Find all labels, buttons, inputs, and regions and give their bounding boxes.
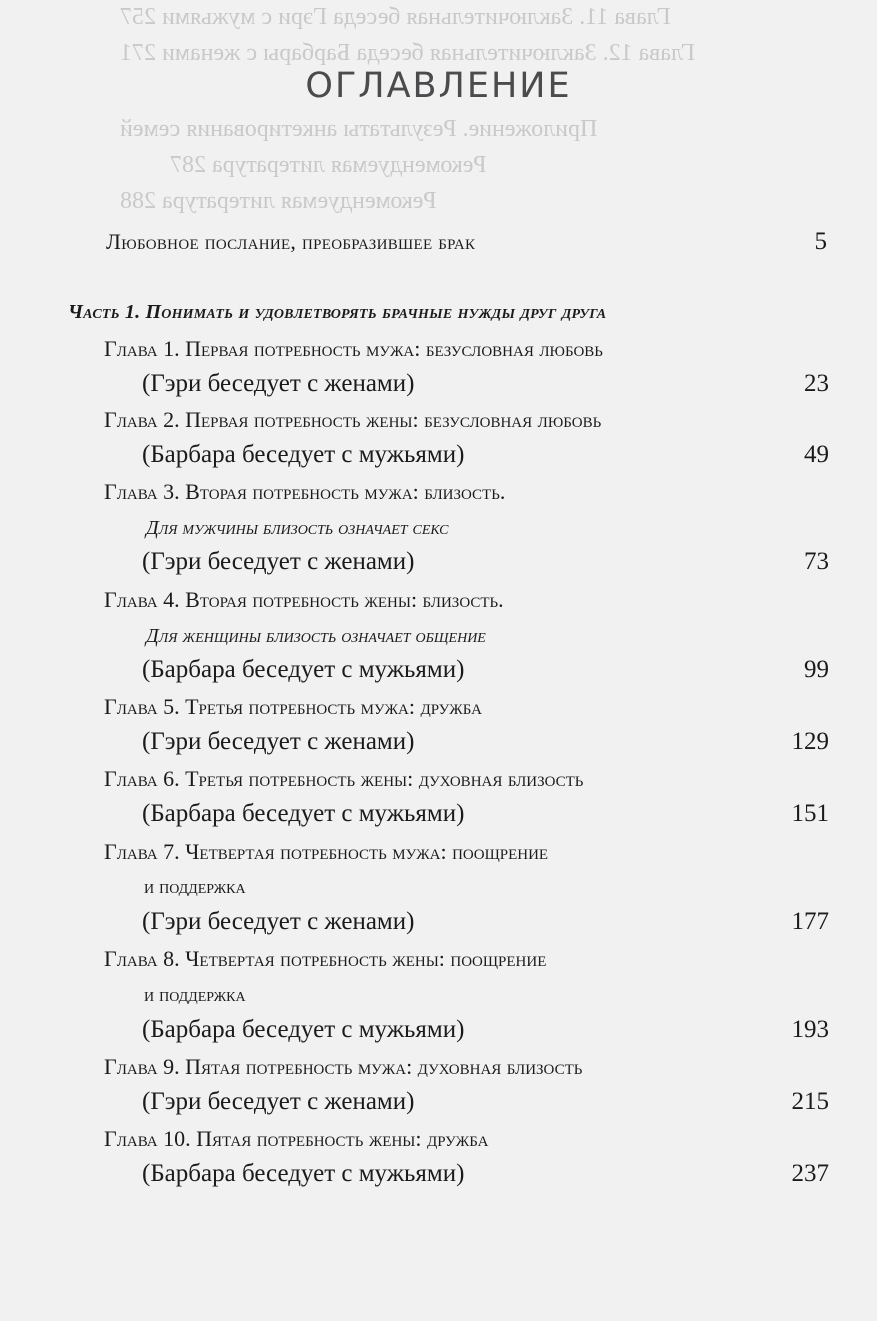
- part-title-text: Часть 1. Понимать и удовлетворять брачные нужды друг друга: [68, 301, 607, 323]
- chapter-subtitle-text: (Барбара беседует с мужьями): [142, 656, 465, 683]
- chapter-subtitle: [0, 722, 877, 762]
- chapter-title: [0, 400, 877, 440]
- chapter-note-text: Для женщины близость означает общение: [146, 625, 486, 647]
- toc-page-number: 237: [791, 1160, 829, 1187]
- toc-heading: ОГЛАВЛЕНИЕ: [305, 66, 572, 106]
- chapter-title: [0, 1047, 877, 1087]
- chapter-note-text: Для мужчины близость означает секс: [146, 517, 449, 539]
- chapter-title: [0, 329, 877, 369]
- chapter-title-text: Глава 9. Пятая потребность мужа: духовная близость: [104, 1054, 583, 1079]
- chapter-title: [0, 832, 877, 872]
- chapter-title-continuation: [0, 975, 877, 1015]
- chapter-title: [0, 687, 877, 727]
- toc-page-number: 215: [791, 1088, 829, 1115]
- show-through-text: Глава 11. Заключительная беседа Гэри с мужьями 257 Глава 12. Заключительная беседа Барбары с женами 271 Приложение. Результаты анкетирования семей Рекомендуемая литература 287 Рекомендуемая литература 288: [120, 4, 696, 214]
- toc-page-number: 177: [791, 908, 829, 935]
- chapter-subtitle: [0, 435, 877, 475]
- toc-page-number: 73: [804, 548, 829, 575]
- chapter-subtitle-text: (Барбара беседует с мужьями): [142, 1016, 465, 1043]
- chapter-subtitle: [0, 794, 877, 834]
- toc-page-number: 5: [814, 228, 827, 255]
- chapter-title-text: Глава 8. Четвертая потребность жены: поощрение: [104, 946, 547, 971]
- chapter-title-text: Глава 7. Четвертая потребность мужа: поощрение: [104, 839, 549, 864]
- chapter-title-text: Глава 6. Третья потребность жены: духовная близость: [104, 766, 584, 791]
- chapter-title-text: Глава 10. Пятая потребность жены: дружба: [104, 1126, 489, 1151]
- chapter-subtitle: [0, 902, 877, 942]
- toc-page-number: 49: [804, 441, 829, 468]
- toc-entry-title: Любовное послание, преобразившее брак: [106, 229, 476, 254]
- chapter-title: [0, 1119, 877, 1159]
- toc-page-number: 193: [791, 1016, 829, 1043]
- toc-page-number: 99: [804, 656, 829, 683]
- toc-page-number: 129: [791, 728, 829, 755]
- chapter-title: [0, 939, 877, 979]
- chapter-subtitle-text: (Гэри беседует с женами): [142, 548, 415, 575]
- part-title: [0, 292, 877, 332]
- chapter-subtitle-text: (Гэри беседует с женами): [142, 370, 415, 397]
- toc-page-number: 23: [804, 370, 829, 397]
- chapter-title-text: Глава 5. Третья потребность мужа: дружба: [104, 694, 482, 719]
- chapter-subtitle: [0, 1010, 877, 1050]
- chapter-subtitle-text: (Гэри беседует с женами): [142, 908, 415, 935]
- chapter-subtitle: [0, 1154, 877, 1194]
- chapter-subtitle: [0, 650, 877, 690]
- chapter-title-text: Глава 1. Первая потребность мужа: безусловная любовь: [104, 336, 603, 361]
- chapter-subtitle: [0, 364, 877, 404]
- chapter-subtitle-text: (Барбара беседует с мужьями): [142, 1160, 465, 1187]
- chapter-title-text: Глава 2. Первая потребность жены: безусловная любовь: [104, 407, 602, 432]
- chapter-title: [0, 759, 877, 799]
- toc-entry-intro: [0, 222, 877, 262]
- chapter-subtitle: [0, 1082, 877, 1122]
- chapter-title: [0, 580, 877, 620]
- chapter-subtitle-text: (Гэри беседует с женами): [142, 1088, 415, 1115]
- chapter-title-text: Глава 4. Вторая потребность жены: близость.: [104, 587, 504, 612]
- chapter-title-text: Глава 3. Вторая потребность мужа: близость.: [104, 479, 506, 504]
- chapter-subtitle-text: (Гэри беседует с женами): [142, 728, 415, 755]
- chapter-note-text: и поддержка: [144, 876, 246, 898]
- chapter-title: [0, 472, 877, 512]
- chapter-subtitle: [0, 542, 877, 582]
- toc-page-number: 151: [791, 800, 829, 827]
- chapter-subtitle-text: (Барбара беседует с мужьями): [142, 800, 465, 827]
- chapter-note-text: и поддержка: [144, 984, 246, 1006]
- chapter-title-continuation: [0, 867, 877, 907]
- chapter-subtitle-text: (Барбара беседует с мужьями): [142, 441, 465, 468]
